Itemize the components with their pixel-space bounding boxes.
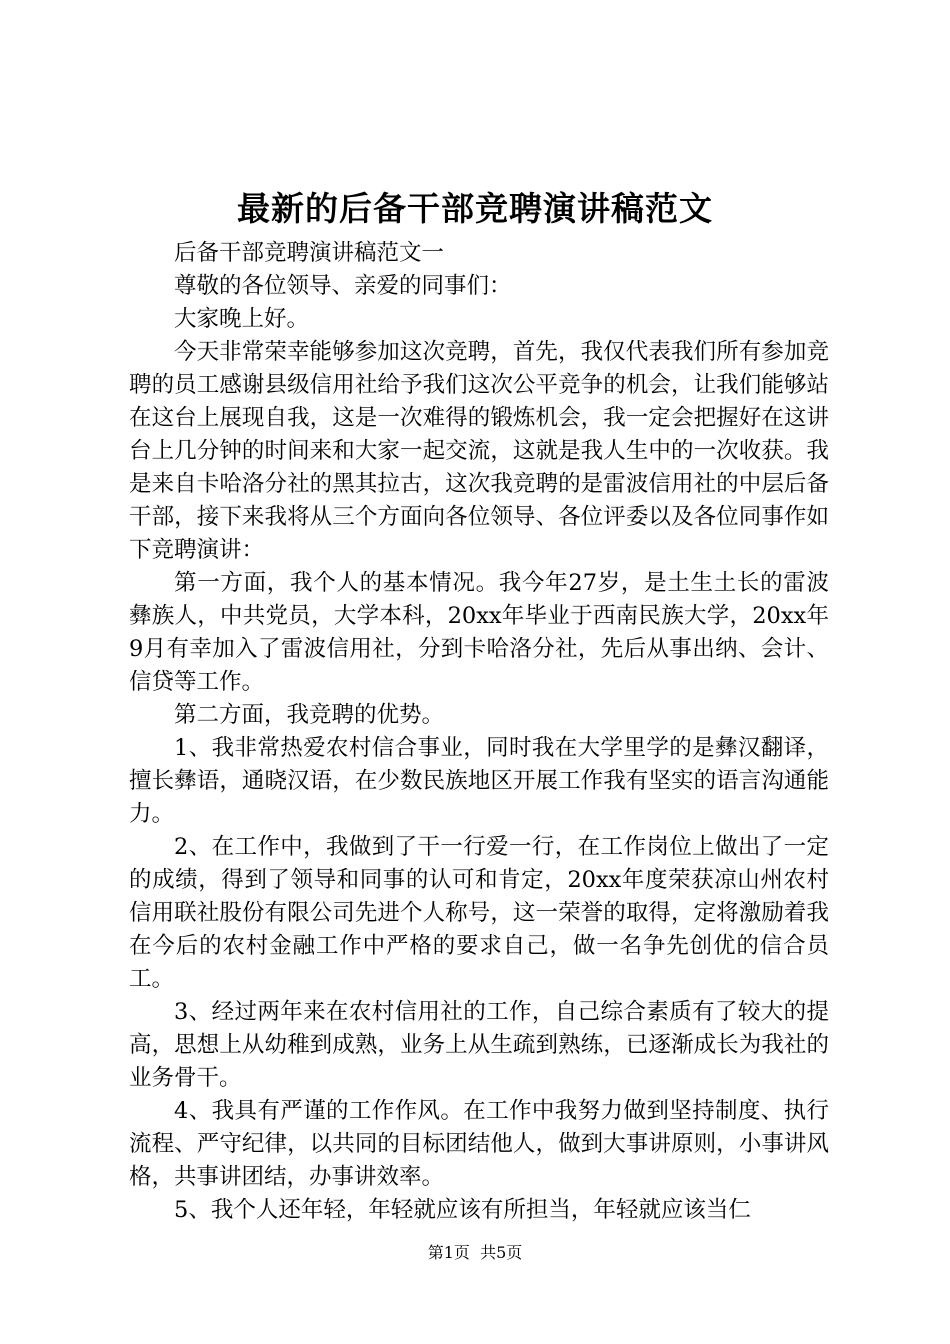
paragraph-subtitle: 后备干部竞聘演讲稿范文一 (174, 240, 445, 266)
paragraph-point-5: 5、我个人还年轻，年轻就应该有所担当，年轻就应该当仁 (174, 1197, 751, 1223)
document-title: 最新的后备干部竞聘演讲稿范文 (237, 189, 713, 228)
paragraph-point-2: 2、在工作中，我做到了干一行爱一行，在工作岗位上做出了一定的成绩，得到了领导和同事的认可和肯定，20xx年度荣获凉山州农村信用联社股份有限公司先进个人称号，这一荣誉的取得，定将激励着我在今后的农村金融工作中严格的要求自己，做一名争先创优的信合员工。 (129, 834, 829, 992)
paragraph-point-4: 4、我具有严谨的工作作风。在工作中我努力做到坚持制度、执行流程、严守纪律，以共同的目标团结他人，做到大事讲原则，小事讲风格，共事讲团结，办事讲效率。 (129, 1098, 829, 1190)
page-number: 第1页 (427, 1243, 470, 1262)
paragraph-point-1: 1、我非常热爱农村信合事业，同时我在大学里学的是彝汉翻译，擅长彝语，通晓汉语，在少数民族地区开展工作我有坚实的语言沟通能力。 (129, 735, 829, 827)
paragraph-salutation: 尊敬的各位领导、亲爱的同事们： (174, 273, 512, 299)
page-total: 共5页 (480, 1243, 523, 1262)
page-footer (0, 1241, 950, 1265)
paragraph-intro: 今天非常荣幸能够参加这次竞聘，首先，我仅代表我们所有参加竞聘的员工感谢县级信用社给予我们这次公平竞争的机会，让我们能够站在这台上展现自我，这是一次难得的锻炼机会，我一定会把握好在这讲台上几分钟的时间来和大家一起交流，这就是我人生中的一次收获。我是来自卡哈洛分社的黑其拉古，这次我竞聘的是雷波信用社的中层后备干部，接下来我将从三个方面向各位领导、各位评委以及各位同事作如下竞聘演讲： (129, 339, 829, 563)
paragraph-section-one: 第一方面，我个人的基本情况。我今年27岁，是土生土长的雷波彝族人，中共党员，大学本科，20xx年毕业于西南民族大学，20xx年9月有幸加入了雷波信用社，分到卡哈洛分社，先后从事出纳、会计、信贷等工作。 (129, 570, 829, 695)
paragraph-greeting: 大家晚上好。 (174, 306, 310, 332)
paragraph-section-two-heading: 第二方面，我竞聘的优势。 (174, 702, 445, 728)
document-body (129, 237, 829, 1227)
paragraph-point-3: 3、经过两年来在农村信用社的工作，自己综合素质有了较大的提高，思想上从幼稚到成熟，业务上从生疏到熟练，已逐渐成长为我社的业务骨干。 (129, 999, 829, 1091)
